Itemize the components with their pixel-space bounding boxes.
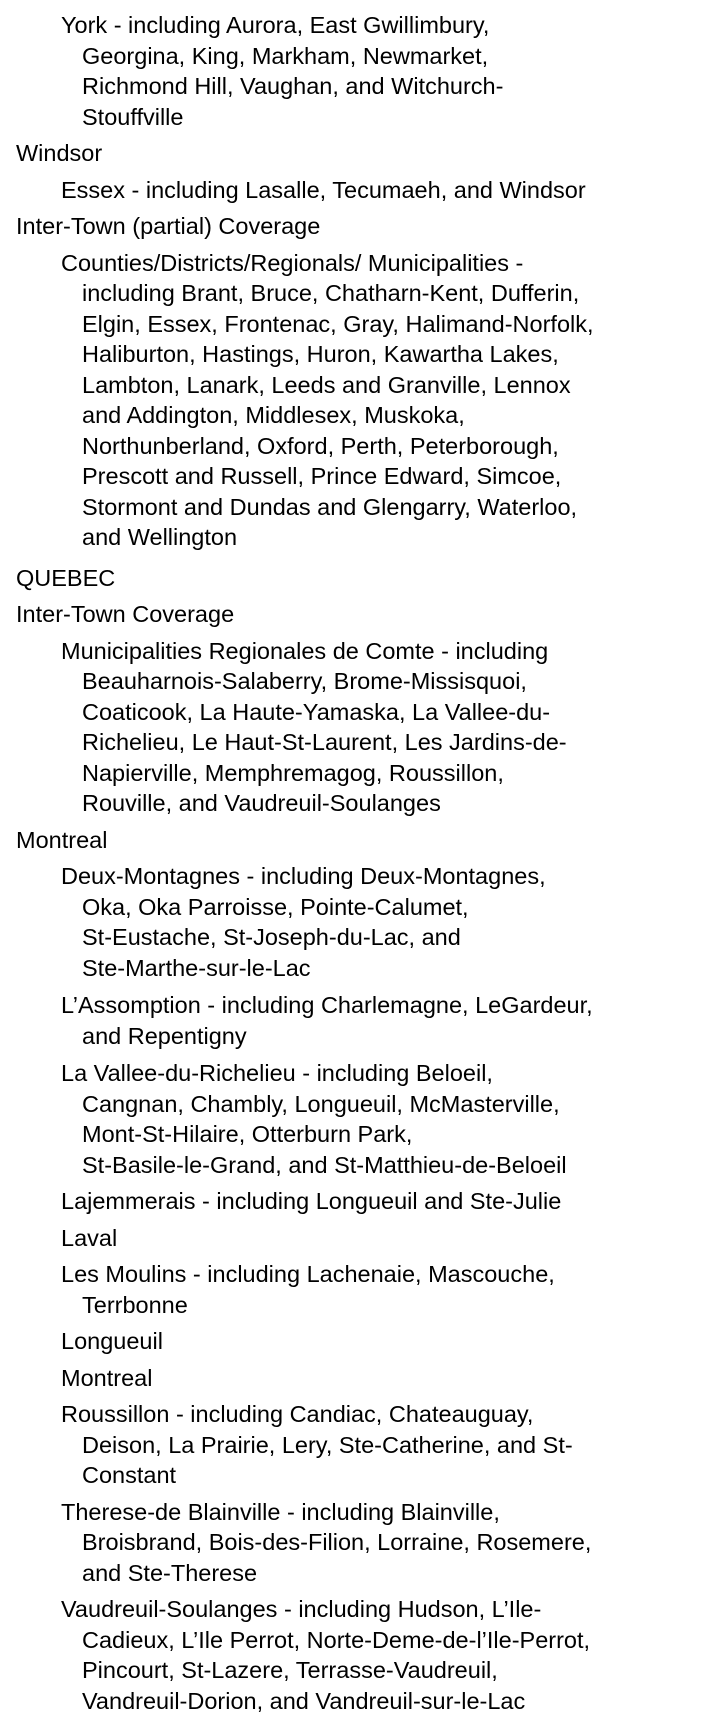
- coverage-entry-continuation: Broisbrand, Bois-des-Filion, Lorraine, Rosemere,: [82, 1529, 592, 1555]
- coverage-entry-continuation: and Addington, Middlesex, Muskoka,: [82, 402, 465, 428]
- coverage-entry-continuation: and Ste-Therese: [82, 1559, 258, 1586]
- coverage-entry: Municipalities Regionales de Comte - including: [61, 637, 549, 664]
- coverage-entry-continuation: Rouville, and Vaudreuil-Soulanges: [82, 790, 441, 816]
- coverage-entry-continuation: Napierville, Memphremagog, Roussillon,: [82, 759, 504, 786]
- coverage-entry: Longueuil: [61, 1328, 163, 1354]
- coverage-entry-continuation: Pincourt, St-Lazere, Terrasse-Vaudreuil,: [82, 1657, 498, 1683]
- region-heading: Windsor: [16, 140, 103, 166]
- coverage-entry: Montreal: [61, 1364, 153, 1391]
- coverage-entry-continuation: Beauharnois-Salaberry, Brome-Missisquoi,: [82, 668, 527, 694]
- coverage-entry-continuation: Terrbonne: [82, 1291, 188, 1318]
- coverage-entry: Essex - including Lasalle, Tecumaeh, and Windsor: [61, 176, 586, 203]
- coverage-entry-continuation: Ste-Marthe-sur-le-Lac: [82, 954, 311, 981]
- coverage-entry-continuation: Deison, La Prairie, Lery, Ste-Catherine, and St-: [82, 1431, 573, 1458]
- coverage-entry-continuation: Georgina, King, Markham, Newmarket,: [82, 42, 489, 69]
- coverage-entry-continuation: Cadieux, L’Ile Perrot, Norte-Deme-de-l’Ile-Perrot,: [82, 1626, 591, 1653]
- coverage-entry-continuation: Vandreuil-Dorion, and Vandreuil-sur-le-Lac: [82, 1687, 526, 1714]
- coverage-entry-continuation: Coaticook, La Haute-Yamaska, La Vallee-du-: [82, 698, 551, 725]
- coverage-entry-continuation: Northunberland, Oxford, Perth, Peterborough,: [82, 432, 559, 459]
- coverage-entry: Therese-de Blainville - including Blainville,: [61, 1498, 500, 1525]
- coverage-entry: York - including Aurora, East Gwillimbury,: [61, 12, 490, 38]
- coverage-entry-continuation: St-Basile-le-Grand, and St-Matthieu-de-Beloeil: [82, 1151, 567, 1178]
- region-heading: QUEBEC: [16, 564, 116, 591]
- coverage-entry-continuation: Prescott and Russell, Prince Edward, Simcoe,: [82, 463, 562, 489]
- coverage-entry: La Vallee-du-Richelieu - including Beloeil,: [61, 1060, 493, 1086]
- coverage-entry-continuation: Lambton, Lanark, Leeds and Granville, Lennox: [82, 371, 571, 398]
- coverage-entry-continuation: Elgin, Essex, Frontenac, Gray, Halimand-Norfolk,: [82, 310, 594, 337]
- coverage-list-page: [16, 10, 696, 1716]
- coverage-entry-continuation: Mont-St-Hilaire, Otterburn Park,: [82, 1121, 413, 1147]
- region-heading: Inter-Town Coverage: [16, 601, 235, 627]
- region-heading: Montreal: [16, 826, 108, 853]
- coverage-entry: Counties/Districts/Regionals/ Municipalities -: [61, 249, 524, 276]
- coverage-entry-continuation: Constant: [82, 1462, 177, 1488]
- coverage-entry: L’Assomption - including Charlemagne, LeGardeur,: [61, 992, 593, 1018]
- coverage-entry-continuation: St-Eustache, St-Joseph-du-Lac, and: [82, 924, 461, 950]
- coverage-entry-continuation: and Wellington: [82, 524, 238, 550]
- coverage-entry-continuation: Oka, Oka Parroisse, Pointe-Calumet,: [82, 893, 469, 920]
- coverage-entry: Vaudreuil-Soulanges - including Hudson, L’Ile-: [61, 1596, 542, 1622]
- coverage-entry-continuation: Haliburton, Hastings, Huron, Kawartha Lakes,: [82, 341, 559, 367]
- coverage-entry-continuation: and Repentigny: [82, 1022, 247, 1049]
- region-heading: Inter-Town (partial) Coverage: [16, 213, 321, 239]
- coverage-entry-continuation: Richmond Hill, Vaughan, and Witchurch-: [82, 73, 504, 99]
- coverage-entry-continuation: including Brant, Bruce, Chatharn-Kent, Dufferin,: [82, 280, 580, 306]
- coverage-entry-continuation: Stouffville: [82, 103, 184, 130]
- coverage-entry: Deux-Montagnes - including Deux-Montagnes,: [61, 863, 546, 889]
- coverage-entry: Lajemmerais - including Longueuil and Ste-Julie: [61, 1188, 562, 1214]
- coverage-entry-continuation: Cangnan, Chambly, Longueuil, McMasterville,: [82, 1090, 560, 1117]
- coverage-entry: Roussillon - including Candiac, Chateauguay,: [61, 1401, 534, 1427]
- coverage-entry-continuation: Richelieu, Le Haut-St-Laurent, Les Jardins-de-: [82, 729, 567, 755]
- coverage-entry: Les Moulins - including Lachenaie, Mascouche,: [61, 1261, 555, 1287]
- coverage-entry-continuation: Stormont and Dundas and Glengarry, Waterloo,: [82, 493, 578, 520]
- coverage-entry: Laval: [61, 1224, 118, 1251]
